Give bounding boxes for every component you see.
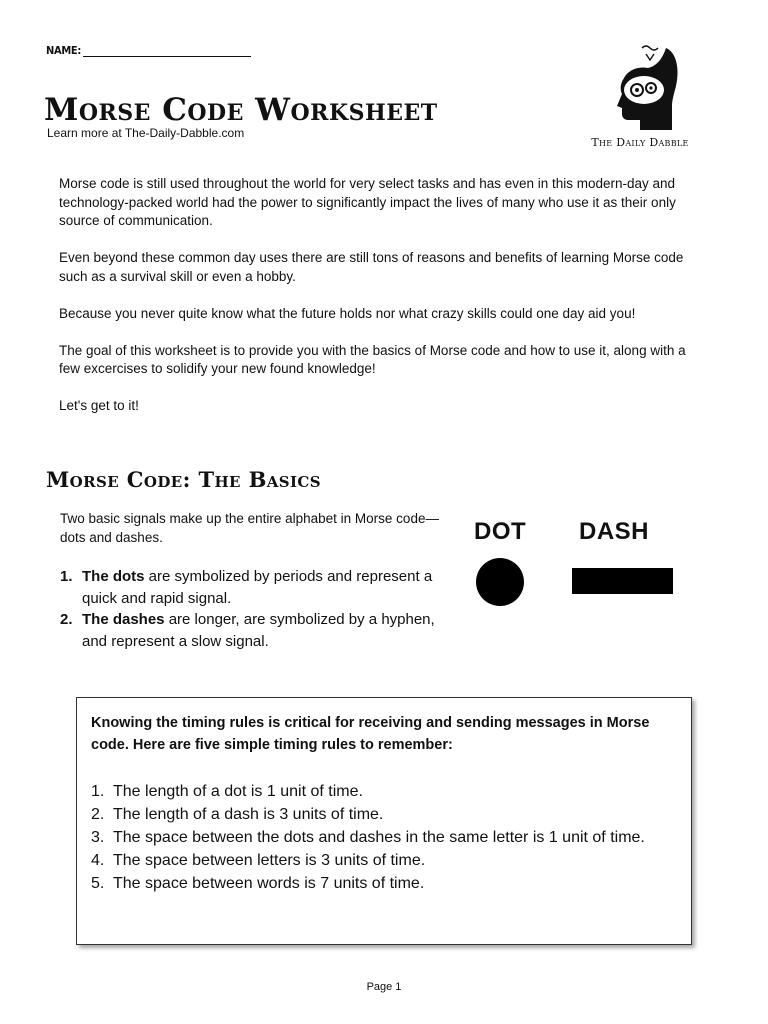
list-number: 1.	[60, 568, 73, 585]
list-number: 4.	[91, 852, 105, 869]
basics-intro	[60, 510, 440, 547]
name-blank-line[interactable]	[83, 44, 251, 57]
list-text: The length of a dot is 1 unit of time.	[113, 783, 363, 800]
list-number: 2.	[91, 806, 105, 823]
intro-section	[59, 175, 699, 434]
list-description: are longer, are symbolized by a hyphen, and represent a slow signal.	[82, 611, 435, 650]
page-title: Morse Code Worksheet	[44, 92, 438, 128]
svg-text:+ = + +: + = + +	[634, 69, 665, 77]
basics-intro-text: Two basic signals make up the entire alphabet in Morse code—dots and dashes.	[60, 511, 439, 545]
logo	[578, 42, 702, 154]
page-number: Page 1	[366, 981, 402, 993]
list-item	[91, 872, 681, 895]
timing-rules-box	[76, 697, 692, 945]
basics-heading: Morse Code: The Basics	[46, 467, 321, 492]
intro-paragraph: Morse code is still used throughout the world for very select tasks and has even in this modern-day and technology-packed world had the power to significantly impact the lives of many who use it as their only source of communication.	[59, 176, 676, 228]
list-text: The space between letters is 3 units of time.	[113, 852, 426, 869]
list-number: 5.	[91, 875, 105, 892]
list-description: are symbolized by periods and represent a quick and rapid signal.	[82, 568, 433, 607]
list-item	[60, 609, 440, 652]
name-field-row	[46, 44, 251, 57]
list-text: The length of a dash is 3 units of time.	[113, 806, 384, 823]
list-item	[91, 803, 681, 826]
list-number: 1.	[91, 783, 105, 800]
list-item	[91, 849, 681, 872]
page-subtitle: Learn more at The-Daily-Dabble.com	[47, 126, 245, 140]
list-text: The space between the dots and dashes in the same letter is 1 unit of time.	[113, 829, 645, 846]
basics-list	[60, 566, 440, 652]
timing-rules-intro: Knowing the timing rules is critical for receiving and sending messages in Morse code. Here are five simple timing rules to remember:	[91, 715, 650, 753]
list-number: 3.	[91, 829, 105, 846]
list-item	[60, 566, 440, 609]
intro-paragraph: Let's get to it!	[59, 398, 139, 413]
intro-paragraph: The goal of this worksheet is to provide you with the basics of Morse code and how to use it, along with a few excercises to solidify your new found knowledge!	[59, 342, 686, 376]
list-number: 2.	[60, 611, 73, 628]
list-text	[82, 566, 440, 609]
dot-dash-illustration	[452, 508, 714, 620]
list-item	[91, 780, 681, 803]
timing-rules-list	[91, 780, 681, 895]
list-text	[82, 609, 440, 652]
dot-symbol	[476, 558, 524, 606]
logo-text: The Daily Dabble	[591, 136, 689, 149]
list-text: The space between words is 7 units of time.	[113, 875, 425, 892]
dash-symbol	[572, 568, 673, 594]
dot-label: DOT	[474, 518, 527, 545]
dash-label: DASH	[579, 518, 650, 545]
intro-paragraph: Even beyond these common day uses there are still tons of reasons and benefits of learning Morse code such as a survival skill or even a hobby.	[59, 250, 684, 284]
name-label: NAME:	[46, 44, 82, 57]
intro-paragraph: Because you never quite know what the future holds nor what crazy skills could one day aid you!	[59, 305, 636, 321]
list-item	[91, 826, 681, 849]
list-term: The dots	[82, 568, 145, 585]
list-term: The dashes	[82, 611, 165, 628]
head-gears-icon	[606, 42, 686, 132]
